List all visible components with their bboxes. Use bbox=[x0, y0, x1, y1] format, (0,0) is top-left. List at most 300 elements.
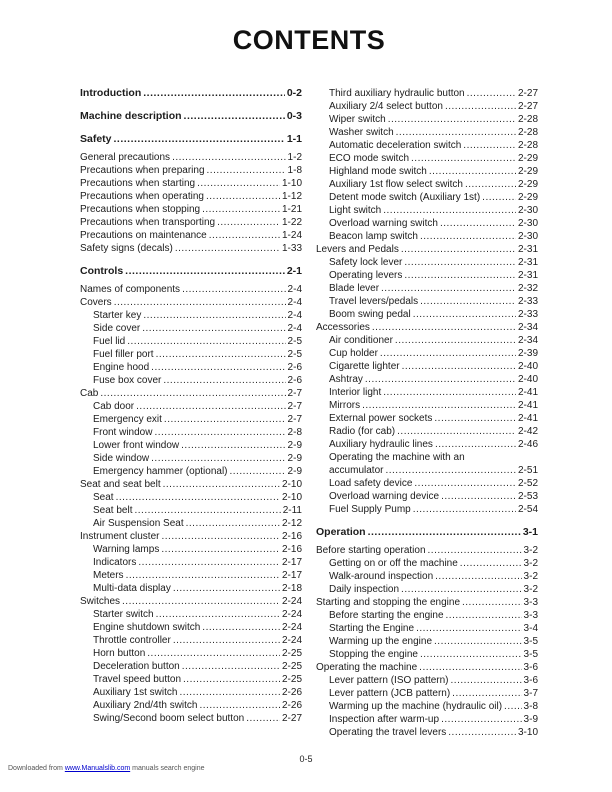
toc-entry-label: Front window bbox=[93, 427, 153, 438]
dot-leader bbox=[173, 634, 280, 647]
toc-entry-page: 2-27 bbox=[517, 88, 538, 99]
toc-entry-label: Safety lock lever bbox=[329, 257, 403, 268]
toc-entry[interactable] bbox=[316, 503, 538, 516]
toc-entry[interactable] bbox=[80, 712, 302, 725]
toc-entry-page: 2-27 bbox=[281, 713, 302, 724]
toc-entry-label: Detent mode switch (Auxiliary 1st) bbox=[329, 192, 481, 203]
toc-entry-label: Cab door bbox=[93, 401, 135, 412]
dot-leader bbox=[143, 309, 285, 322]
toc-entry[interactable] bbox=[80, 361, 302, 374]
toc-entry-page: 2-29 bbox=[517, 153, 538, 164]
toc-entry[interactable] bbox=[80, 530, 302, 543]
toc-entry-label: Washer switch bbox=[329, 127, 394, 138]
toc-entry-label: Seat and seat belt bbox=[80, 479, 161, 490]
toc-entry[interactable] bbox=[316, 557, 538, 570]
toc-entry[interactable] bbox=[80, 283, 302, 296]
toc-entry-label: Walk-around inspection bbox=[329, 571, 434, 582]
toc-entry[interactable] bbox=[316, 570, 538, 583]
toc-entry[interactable] bbox=[80, 387, 302, 400]
toc-entry-label: Auxiliary hydraulic lines bbox=[329, 439, 433, 450]
toc-entry-label: Introduction bbox=[80, 87, 142, 99]
toc-entry-label: Operating the travel levers bbox=[329, 727, 447, 738]
toc-entry-page: 3-7 bbox=[523, 688, 538, 699]
toc-entry[interactable] bbox=[80, 216, 302, 229]
toc-entry-label: Side cover bbox=[93, 323, 141, 334]
toc-entry-page: 3-8 bbox=[523, 701, 538, 712]
dot-leader bbox=[368, 526, 521, 539]
toc-section-entry[interactable] bbox=[80, 110, 302, 123]
toc-entry-label: General precautions bbox=[80, 152, 171, 163]
toc-entry[interactable] bbox=[316, 726, 538, 739]
dot-leader bbox=[197, 177, 280, 190]
toc-entry-label: Warning lamps bbox=[93, 544, 160, 555]
toc-entry[interactable] bbox=[316, 334, 538, 347]
toc-entry-label: Precautions when stopping bbox=[80, 204, 201, 215]
toc-entry-label: Blade lever bbox=[329, 283, 380, 294]
toc-entry-page: 2-25 bbox=[281, 648, 302, 659]
toc-entry-label: Air conditioner bbox=[329, 335, 393, 346]
toc-entry[interactable] bbox=[80, 229, 302, 242]
toc-entry-page: 2-29 bbox=[517, 166, 538, 177]
toc-entry[interactable] bbox=[316, 243, 538, 256]
toc-entry-label: Mirrors bbox=[329, 400, 361, 411]
dot-leader bbox=[482, 191, 516, 204]
toc-entry-page: 2-34 bbox=[517, 335, 538, 346]
toc-entry-page: 2-10 bbox=[281, 492, 302, 503]
toc-section-entry[interactable] bbox=[80, 87, 302, 100]
toc-entry-page: 2-24 bbox=[281, 596, 302, 607]
toc-entry[interactable] bbox=[316, 152, 538, 165]
toc-entry-page: 2-5 bbox=[287, 349, 302, 360]
toc-entry[interactable] bbox=[316, 661, 538, 674]
toc-entry-page: 2-40 bbox=[517, 374, 538, 385]
dot-leader bbox=[429, 165, 516, 178]
toc-entry[interactable] bbox=[316, 373, 538, 386]
toc-entry-page: 3-2 bbox=[523, 571, 538, 582]
toc-entry[interactable] bbox=[316, 204, 538, 217]
toc-entry-label: Highland mode switch bbox=[329, 166, 427, 177]
dot-leader bbox=[182, 283, 285, 296]
toc-entry[interactable] bbox=[316, 295, 538, 308]
dot-leader bbox=[395, 334, 516, 347]
toc-entry[interactable] bbox=[316, 282, 538, 295]
toc-entry[interactable] bbox=[316, 583, 538, 596]
toc-entry-page: 2-53 bbox=[517, 491, 538, 502]
page-number: 0-5 bbox=[299, 754, 313, 764]
toc-entry[interactable] bbox=[316, 451, 538, 464]
toc-entry-label: Interior light bbox=[329, 387, 382, 398]
toc-entry-page: 2-6 bbox=[287, 375, 302, 386]
toc-entry[interactable] bbox=[80, 335, 302, 348]
toc-entry-label: Seat bbox=[93, 492, 114, 503]
toc-entry-label: Covers bbox=[80, 297, 112, 308]
toc-entry-label: ECO mode switch bbox=[329, 153, 410, 164]
toc-entry-label: Auxiliary 2/4 select button bbox=[329, 101, 443, 112]
dot-leader bbox=[372, 321, 516, 334]
toc-entry-page: 3-6 bbox=[523, 662, 538, 673]
toc-entry-label: Controls bbox=[80, 265, 124, 277]
toc-entry-page: 2-28 bbox=[517, 127, 538, 138]
dot-leader bbox=[147, 647, 280, 660]
toc-entry-label: Emergency exit bbox=[93, 414, 162, 425]
toc-entry-page: 2-29 bbox=[517, 192, 538, 203]
dot-leader bbox=[504, 700, 522, 713]
toc-entry[interactable] bbox=[316, 178, 538, 191]
toc-entry-page: 2-41 bbox=[517, 400, 538, 411]
toc-entry[interactable] bbox=[316, 477, 538, 490]
toc-entry[interactable] bbox=[316, 347, 538, 360]
toc-entry-page: 2-30 bbox=[517, 205, 538, 216]
toc-entry[interactable] bbox=[316, 687, 538, 700]
toc-entry-page: 2-33 bbox=[517, 296, 538, 307]
toc-entry-label: Ashtray bbox=[329, 374, 363, 385]
download-attribution bbox=[8, 765, 205, 772]
toc-entry[interactable] bbox=[316, 87, 538, 100]
dot-leader bbox=[181, 439, 285, 452]
dot-leader bbox=[207, 164, 286, 177]
dot-leader bbox=[420, 295, 516, 308]
toc-entry[interactable] bbox=[80, 203, 302, 216]
dot-leader bbox=[122, 595, 280, 608]
dot-leader bbox=[434, 412, 516, 425]
dot-leader bbox=[143, 87, 285, 100]
toc-entry[interactable] bbox=[80, 322, 302, 335]
toc-entry[interactable] bbox=[316, 622, 538, 635]
toc-section-entry[interactable] bbox=[316, 526, 538, 539]
toc-entry-page: 1-2 bbox=[287, 152, 302, 163]
dot-leader bbox=[246, 712, 280, 725]
dot-leader bbox=[182, 660, 280, 673]
toc-entry[interactable] bbox=[80, 439, 302, 452]
toc-entry-page: 2-24 bbox=[281, 609, 302, 620]
toc-entry[interactable] bbox=[80, 164, 302, 177]
dot-leader bbox=[452, 687, 521, 700]
dot-leader bbox=[161, 530, 280, 543]
toc-entry-label: Overload warning device bbox=[329, 491, 440, 502]
toc-entry-page: 2-24 bbox=[281, 622, 302, 633]
toc-entry-page: 2-7 bbox=[287, 401, 302, 412]
toc-entry[interactable] bbox=[80, 686, 302, 699]
toc-entry-page: 2-39 bbox=[517, 348, 538, 359]
toc-entry-label: Seat belt bbox=[93, 505, 133, 516]
toc-entry-page: 2-46 bbox=[517, 439, 538, 450]
toc-entry-page: 3-3 bbox=[523, 597, 538, 608]
toc-entry-label: Getting on or off the machine bbox=[329, 558, 458, 569]
attribution-suffix: manuals search engine bbox=[130, 765, 205, 772]
toc-entry-label: Beacon lamp switch bbox=[329, 231, 418, 242]
toc-entry[interactable] bbox=[80, 400, 302, 413]
dot-leader bbox=[402, 360, 516, 373]
toc-entry[interactable] bbox=[316, 438, 538, 451]
dot-leader bbox=[446, 609, 522, 622]
toc-entry[interactable] bbox=[80, 348, 302, 361]
toc-entry[interactable] bbox=[80, 608, 302, 621]
toc-entry[interactable] bbox=[80, 699, 302, 712]
toc-entry-page: 2-4 bbox=[287, 310, 302, 321]
toc-entry[interactable] bbox=[316, 100, 538, 113]
toc-entry-label: Lever pattern (ISO pattern) bbox=[329, 675, 449, 686]
toc-entry-label: Wiper switch bbox=[329, 114, 386, 125]
toc-entry-label: Automatic deceleration switch bbox=[329, 140, 462, 151]
toc-entry-label: Warming up the machine (hydraulic oil) bbox=[329, 701, 503, 712]
toc-entry[interactable] bbox=[316, 399, 538, 412]
toc-entry[interactable] bbox=[80, 309, 302, 322]
toc-entry[interactable] bbox=[80, 452, 302, 465]
toc-entry-label: Throttle controller bbox=[93, 635, 171, 646]
toc-entry-label: Levers and Pedals bbox=[316, 244, 399, 255]
toc-entry-page: 2-33 bbox=[517, 309, 538, 320]
toc-entry-page: 2-5 bbox=[287, 336, 302, 347]
toc-section-entry[interactable] bbox=[80, 133, 302, 146]
toc-entry[interactable] bbox=[316, 269, 538, 282]
toc-entry[interactable] bbox=[316, 635, 538, 648]
toc-entry[interactable] bbox=[80, 478, 302, 491]
toc-entry-page: 2-7 bbox=[287, 388, 302, 399]
toc-entry[interactable] bbox=[80, 426, 302, 439]
dot-leader bbox=[100, 387, 285, 400]
toc-entry[interactable] bbox=[80, 621, 302, 634]
dot-leader bbox=[467, 87, 516, 100]
toc-entry-page: 1-33 bbox=[281, 243, 302, 254]
toc-entry-label: Engine hood bbox=[93, 362, 150, 373]
toc-entry-page: 3-2 bbox=[523, 584, 538, 595]
toc-entry[interactable] bbox=[316, 386, 538, 399]
toc-entry[interactable] bbox=[80, 190, 302, 203]
toc-entry[interactable] bbox=[316, 713, 538, 726]
dot-leader bbox=[414, 477, 516, 490]
toc-entry-page: 1-22 bbox=[281, 217, 302, 228]
dot-leader bbox=[435, 438, 516, 451]
toc-entry-page: 2-16 bbox=[281, 531, 302, 542]
dot-leader bbox=[164, 413, 286, 426]
toc-entry-label: Starting and stopping the engine bbox=[316, 597, 460, 608]
toc-entry-page: 2-9 bbox=[287, 453, 302, 464]
dot-leader bbox=[448, 726, 516, 739]
toc-entry-page: 2-30 bbox=[517, 231, 538, 242]
toc-entry[interactable] bbox=[316, 126, 538, 139]
toc-entry-label: Side window bbox=[93, 453, 150, 464]
toc-entry[interactable] bbox=[316, 700, 538, 713]
toc-entry[interactable] bbox=[80, 634, 302, 647]
dot-leader bbox=[161, 543, 280, 556]
toc-entry[interactable] bbox=[80, 296, 302, 309]
dot-leader bbox=[404, 256, 516, 269]
toc-entry[interactable] bbox=[316, 609, 538, 622]
toc-entry[interactable] bbox=[80, 673, 302, 686]
dot-leader bbox=[202, 203, 280, 216]
toc-entry[interactable] bbox=[80, 413, 302, 426]
toc-entry-label: Emergency hammer (optional) bbox=[93, 466, 228, 477]
dot-leader bbox=[381, 282, 516, 295]
toc-entry[interactable] bbox=[316, 165, 538, 178]
dot-leader bbox=[401, 583, 522, 596]
toc-entry[interactable] bbox=[80, 504, 302, 517]
toc-entry-label: External power sockets bbox=[329, 413, 433, 424]
toc-entry-page: 2-16 bbox=[281, 544, 302, 555]
toc-entry-page: 2-9 bbox=[287, 466, 302, 477]
toc-entry-label: Operating levers bbox=[329, 270, 403, 281]
dot-leader bbox=[434, 635, 522, 648]
toc-entry-label: Accessories bbox=[316, 322, 370, 333]
dot-leader bbox=[134, 504, 280, 517]
toc-entry[interactable] bbox=[80, 569, 302, 582]
toc-entry-page: 2-10 bbox=[281, 479, 302, 490]
toc-entry-label: Cigarette lighter bbox=[329, 361, 400, 372]
toc-entry-label: Operation bbox=[316, 526, 366, 538]
dot-leader bbox=[186, 517, 280, 530]
dot-leader bbox=[230, 465, 286, 478]
toc-entry-label: Overload warning switch bbox=[329, 218, 438, 229]
toc-entry[interactable] bbox=[80, 242, 302, 255]
dot-leader bbox=[125, 265, 285, 278]
dot-leader bbox=[172, 151, 285, 164]
toc-entry-page: 2-51 bbox=[517, 465, 538, 476]
toc-entry-page: 2-4 bbox=[287, 323, 302, 334]
dot-leader bbox=[388, 113, 516, 126]
toc-entry-label: Before starting the engine bbox=[329, 610, 444, 621]
toc-entry-page: 3-9 bbox=[523, 714, 538, 725]
dot-leader bbox=[156, 608, 280, 621]
toc-entry-label: Auxiliary 1st flow select switch bbox=[329, 179, 463, 190]
toc-entry-page: 2-27 bbox=[517, 101, 538, 112]
dot-leader bbox=[173, 582, 280, 595]
toc-entry[interactable] bbox=[80, 491, 302, 504]
toc-entry[interactable] bbox=[316, 217, 538, 230]
toc-entry-page: 2-28 bbox=[517, 140, 538, 151]
dot-leader bbox=[416, 622, 521, 635]
toc-entry-page: 3-3 bbox=[523, 610, 538, 621]
toc-entry[interactable] bbox=[80, 374, 302, 387]
toc-entry-label: Switches bbox=[80, 596, 121, 607]
manualslib-link[interactable]: www.Manualslib.com bbox=[64, 765, 131, 772]
toc-entry-label: Operating the machine with an bbox=[329, 452, 465, 463]
dot-leader bbox=[465, 178, 516, 191]
toc-entry[interactable] bbox=[316, 544, 538, 557]
toc-entry-label: Load safety device bbox=[329, 478, 413, 489]
toc-entry-label: Operating the machine bbox=[316, 662, 418, 673]
toc-entry[interactable] bbox=[80, 151, 302, 164]
toc-entry[interactable] bbox=[316, 113, 538, 126]
toc-entry[interactable] bbox=[80, 647, 302, 660]
dot-leader bbox=[179, 686, 280, 699]
toc-entry-label: Safety bbox=[80, 133, 112, 145]
toc-entry-page: 2-31 bbox=[517, 270, 538, 281]
dot-leader bbox=[420, 230, 516, 243]
toc-entry[interactable] bbox=[80, 556, 302, 569]
toc-entry-label: Air Suspension Seat bbox=[93, 518, 184, 529]
toc-entry-label: Fuel Supply Pump bbox=[329, 504, 411, 515]
dot-leader bbox=[151, 452, 285, 465]
dot-leader bbox=[460, 557, 522, 570]
toc-entry-label: Machine description bbox=[80, 110, 182, 122]
toc-entry-page: 2-32 bbox=[517, 283, 538, 294]
toc-entry[interactable] bbox=[80, 177, 302, 190]
attribution-prefix: Downloaded from bbox=[8, 765, 65, 772]
toc-entry-page: 2-41 bbox=[517, 413, 538, 424]
toc-entry-label: Starter key bbox=[93, 310, 142, 321]
toc-entry-page: 2-25 bbox=[281, 661, 302, 672]
toc-entry[interactable] bbox=[80, 660, 302, 673]
toc-entry-label: Precautions when transporting bbox=[80, 217, 216, 228]
toc-entry[interactable] bbox=[80, 595, 302, 608]
toc-entry[interactable] bbox=[316, 596, 538, 609]
toc-entry-page: 1-10 bbox=[281, 178, 302, 189]
dot-leader bbox=[114, 133, 285, 146]
dot-leader bbox=[435, 570, 521, 583]
toc-entry-page: 3-2 bbox=[523, 545, 538, 556]
toc-entry-page: 1-1 bbox=[286, 133, 302, 145]
toc-entry[interactable] bbox=[316, 490, 538, 503]
toc-entry-label: Swing/Second boom select button bbox=[93, 713, 245, 724]
dot-leader bbox=[413, 503, 516, 516]
dot-leader bbox=[365, 373, 516, 386]
dot-leader bbox=[413, 308, 516, 321]
toc-entry-page: 2-40 bbox=[517, 361, 538, 372]
toc-entry-page: 3-1 bbox=[522, 526, 538, 538]
toc-entry[interactable] bbox=[316, 256, 538, 269]
toc-entry-page: 2-31 bbox=[517, 257, 538, 268]
toc-entry-label: Auxiliary 1st switch bbox=[93, 687, 178, 698]
toc-entry[interactable] bbox=[316, 412, 538, 425]
toc-entry-label: Travel speed button bbox=[93, 674, 182, 685]
dot-leader bbox=[445, 100, 516, 113]
toc-entry-label: Precautions when operating bbox=[80, 191, 204, 202]
toc-entry-label: Starting the Engine bbox=[329, 623, 415, 634]
toc-entry[interactable] bbox=[316, 360, 538, 373]
toc-entry-label: Lever pattern (JCB pattern) bbox=[329, 688, 451, 699]
toc-entry-page: 1-24 bbox=[281, 230, 302, 241]
dot-leader bbox=[383, 386, 516, 399]
toc-entry-page: 1-8 bbox=[287, 165, 302, 176]
toc-section-entry[interactable] bbox=[80, 265, 302, 278]
toc-entry[interactable] bbox=[316, 464, 538, 477]
toc-entry-label: Instrument cluster bbox=[80, 531, 160, 542]
toc-entry[interactable] bbox=[316, 674, 538, 687]
dot-leader bbox=[127, 335, 285, 348]
page-title: CONTENTS bbox=[232, 25, 386, 55]
toc-entry-label: Deceleration button bbox=[93, 661, 180, 672]
dot-leader bbox=[202, 621, 280, 634]
toc-entry[interactable] bbox=[80, 465, 302, 478]
toc-entry[interactable] bbox=[80, 543, 302, 556]
toc-entry-label: Before starting operation bbox=[316, 545, 426, 556]
toc-entry-label: Fuel filler port bbox=[93, 349, 154, 360]
toc-entry[interactable] bbox=[316, 139, 538, 152]
toc-entry-label: Precautions when preparing bbox=[80, 165, 205, 176]
toc-entry-page: 3-6 bbox=[523, 675, 538, 686]
toc-entry-label: Precautions when starting bbox=[80, 178, 196, 189]
dot-leader bbox=[116, 491, 280, 504]
toc-entry-label: Travel levers/pedals bbox=[329, 296, 419, 307]
dot-leader bbox=[156, 348, 286, 361]
toc-entry-label: accumulator bbox=[329, 465, 384, 476]
dot-leader bbox=[163, 374, 285, 387]
toc-entry-label: Inspection after warm-up bbox=[329, 714, 440, 725]
toc-entry[interactable] bbox=[316, 308, 538, 321]
toc-entry-page: 2-52 bbox=[517, 478, 538, 489]
toc-entry[interactable] bbox=[316, 321, 538, 334]
toc-entry[interactable] bbox=[80, 517, 302, 530]
toc-entry[interactable] bbox=[316, 191, 538, 204]
toc-entry-page: 2-29 bbox=[517, 179, 538, 190]
toc-entry[interactable] bbox=[316, 648, 538, 661]
dot-leader bbox=[401, 243, 516, 256]
toc-entry[interactable] bbox=[316, 425, 538, 438]
dot-leader bbox=[411, 152, 516, 165]
dot-leader bbox=[142, 322, 285, 335]
toc-entry[interactable] bbox=[80, 582, 302, 595]
toc-entry[interactable] bbox=[316, 230, 538, 243]
